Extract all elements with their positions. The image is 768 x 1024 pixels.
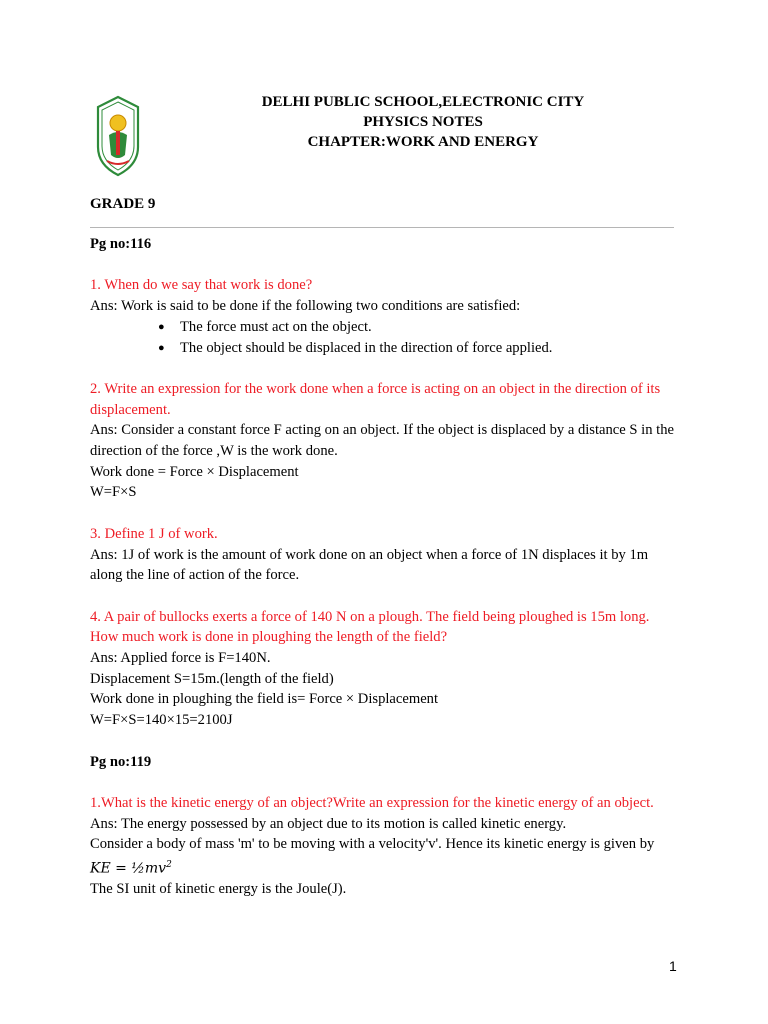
answer-line: Displacement S=15m.(length of the field) bbox=[90, 670, 334, 687]
page-number: 1 bbox=[669, 958, 677, 974]
grade-label: GRADE 9 bbox=[90, 196, 156, 212]
school-crest-logo bbox=[95, 95, 141, 177]
answer-bullet-list bbox=[90, 317, 680, 358]
answer-line: Work done in ploughing the field is= Force × Displacement bbox=[90, 691, 439, 708]
document-header bbox=[180, 92, 666, 152]
answer-line: Ans: Applied force is F=140N. bbox=[90, 650, 271, 666]
page-reference: Pg no:119 bbox=[90, 753, 152, 770]
formula-text: KE = ½mv bbox=[90, 860, 167, 877]
answer-line: Consider a body of mass 'm' to be moving with a velocity'v'. Hence its kinetic energy is given by bbox=[90, 836, 655, 853]
question: 3. Define 1 J of work. bbox=[90, 525, 218, 542]
question: 4. A pair of bullocks exerts a force of 140 N on a plough. The field being ploughed is 15m long. How much work is done in ploughing the length of the field? bbox=[90, 608, 650, 646]
question: 2. Write an expression for the work done when a force is acting on an object in the direction of its displacement. bbox=[90, 380, 661, 418]
list-item: ● The object should be displaced in the direction of force applied. bbox=[158, 338, 680, 359]
question: 1. When do we say that work is done? bbox=[90, 277, 313, 294]
kinetic-energy-formula bbox=[90, 855, 680, 879]
notes-body bbox=[90, 234, 680, 900]
school-name: DELHI PUBLIC SCHOOL,ELECTRONIC CITY bbox=[261, 94, 585, 110]
answer: Ans: Work is said to be done if the following two conditions are satisfied: bbox=[90, 298, 521, 315]
chapter-title: CHAPTER:WORK AND ENERGY bbox=[307, 134, 539, 150]
subject-title: PHYSICS NOTES bbox=[363, 114, 483, 130]
answer-line: W=F×S bbox=[90, 484, 137, 501]
header-divider bbox=[90, 227, 674, 228]
answer: Ans: Consider a constant force F acting on an object. If the object is displaced by a distance S in the direction of the force ,W is the work done. bbox=[90, 422, 674, 459]
formula-exponent: 2 bbox=[166, 860, 172, 870]
answer-line: The SI unit of kinetic energy is the Joule(J). bbox=[90, 881, 347, 898]
answer: Ans: 1J of work is the amount of work done on an object when a force of 1N displaces it by 1m along the line of action of the force. bbox=[90, 546, 649, 584]
list-item: ● The force must act on the object. bbox=[158, 317, 680, 338]
page-reference: Pg no:116 bbox=[90, 236, 152, 252]
answer-line: W=F×S=140×15=2100J bbox=[90, 712, 233, 729]
answer-line: Ans: The energy possessed by an object due to its motion is called kinetic energy. bbox=[90, 815, 567, 832]
question: 1.What is the kinetic energy of an object?Write an expression for the kinetic energy of an object. bbox=[90, 794, 654, 811]
answer-line: Work done = Force × Displacement bbox=[90, 463, 299, 480]
